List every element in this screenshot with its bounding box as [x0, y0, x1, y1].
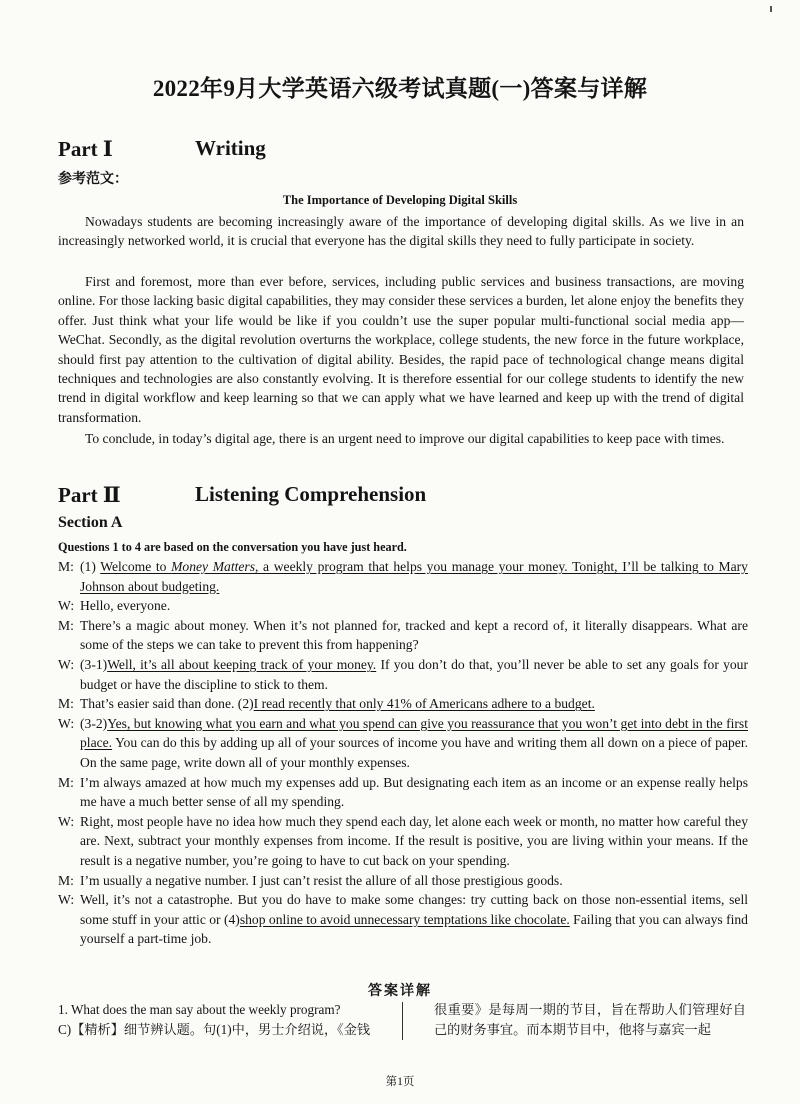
essay-title: The Importance of Developing Digital Skills — [282, 193, 518, 207]
essay-paragraph: First and foremost, more than ever before, services, including public services and business transactions, are moving online. For those lacking basic digital capabilities, they may consider these services a burden, let alone enjoy the benefits they offer. Just think what your life would be like if you couldn’t use the super popular multi-functional social media app—WeChat. Secondly, as the digital revolution overturns the workplace, college students, the new force in the future workplace, should first pay attention to the cultivation of digital ability. Besides, the rapid pace of technological change means digital techniques and technologies are also constantly evolving. It is therefore essential for our college students to identify the new trend in digital workflow and keep learning so that we can apply what we have learned and keep up with the trend of digital transformation. — [58, 274, 744, 425]
answer-analysis-right: 很重要》是每周一期的节目，旨在帮助人们管理好自己的财务事宜。而本期节目中，他将与嘉宾一起 — [434, 1002, 746, 1037]
dialogue-text: Well, it’s not a catastrophe. But you do have to make some changes: try cutting back on those non-essential items, sell some stuff in your attic or (4) — [80, 892, 748, 927]
underlined-answer-text: , a weekly program that helps you manage your money. Tonight, I’ll be talking to Mary Johnson about budgeting. — [80, 559, 748, 594]
part-2-name: Listening Comprehension — [195, 482, 427, 506]
dialogue-text: Hello, everyone. — [80, 598, 171, 614]
dialogue-text: I’m always amazed at how much my expenses add up. But designating each item as an income or an expense really helps me have a much better sense of all my spending. — [80, 774, 748, 810]
speaker-label: M: — [58, 696, 74, 712]
dialogue-text: (1) — [80, 559, 101, 574]
part-1-heading — [58, 136, 266, 162]
speaker-label: M: — [58, 774, 74, 790]
dialogue-text: I’m usually a negative number. I just can’t resist the allure of all those prestigious goods. — [80, 872, 563, 888]
dialogue-turn — [58, 655, 748, 694]
questions-note: Questions 1 to 4 are based on the conversation you have just heard. — [58, 540, 407, 554]
speaker-label: M: — [58, 617, 74, 633]
underlined-answer-text: Welcome to — [100, 559, 172, 574]
sample-essay-label: 参考范文： — [58, 172, 128, 187]
dialogue-turn — [58, 890, 748, 949]
speaker-label: W: — [58, 656, 75, 672]
dialogue-turn — [58, 616, 748, 655]
dialogue-text: Failing that you can always find yourself a part-time job. — [80, 911, 748, 947]
page-number: 第1页 — [385, 1076, 415, 1088]
page-title: 2022年9月大学英语六级考试真题(一)答案与详解 — [152, 76, 648, 101]
column-divider — [402, 1002, 403, 1040]
essay-paragraph: To conclude, in today’s digital age, there is an urgent need to improve our digital capabilities to keep pace with times. — [85, 431, 725, 446]
dialogue-text: (3-2) — [80, 715, 108, 731]
part-1-name: Writing — [195, 136, 266, 160]
speaker-label: W: — [58, 598, 75, 614]
answer-left-column — [58, 1000, 392, 1040]
dialogue-turn — [58, 773, 748, 812]
dialogue-text: There’s a magic about money. When it’s not planned for, tracked and kept a record of, it literally disappears. What are some of the steps we can take to prevent this from happening? — [80, 617, 748, 653]
dialogue-turn — [58, 812, 748, 871]
dialogue-turn — [58, 714, 748, 773]
dialogue-text: You can do this by adding up all of your sources of income you have and writing them all down on a piece of paper. On the same page, write down all of your monthly expenses. — [80, 735, 748, 770]
dialogue-turn — [58, 596, 748, 616]
section-a-heading: Section A — [58, 514, 123, 531]
underlined-answer-text: Yes, but knowing what you earn and what you spend can give you reassurance that you won’t get into debt in the first place. — [80, 715, 748, 751]
dialogue-turn — [58, 557, 748, 596]
underlined-answer-text: shop online to avoid unnecessary temptations like chocolate. — [239, 911, 570, 927]
underlined-answer-text: Well, it’s all about keeping track of your money. — [107, 656, 377, 672]
dialogue-turn — [58, 694, 748, 714]
question-1: 1. What does the man say about the weekly program? — [58, 1002, 341, 1017]
dialogue-text: (3-1) — [80, 656, 108, 672]
part-2-heading — [58, 482, 427, 508]
part-2-label: Part Ⅱ — [58, 483, 121, 507]
scan-mark — [770, 6, 772, 12]
underlined-answer-text: I read recently that only 41% of Americans adhere to a budget. — [253, 696, 595, 712]
dialogue-turn — [58, 871, 748, 891]
part-1-label: Part Ⅰ — [58, 137, 113, 161]
dialogue-transcript — [58, 557, 748, 949]
speaker-label: M: — [58, 872, 74, 888]
dialogue-text: Right, most people have no idea how much they spend each day, let alone each week or month, no matter how careful they are. Next, subtract your monthly expenses from income. If the result is positive, you are living within your means. If the result is a negative number, you’re going to have to cut back on your spending. — [80, 813, 748, 868]
dialogue-text: If you don’t do that, you’ll never be able to set any goals for your budget or have the discipline to stick to them. — [80, 656, 749, 692]
dialogue-text: That’s easier said than done. (2) — [80, 696, 254, 712]
answers-heading: 答案详解 — [368, 984, 432, 999]
answer-analysis-left: C)【精析】细节辨认题。句(1)中，男士介绍说，《金钱 — [58, 1022, 371, 1037]
speaker-label: W: — [58, 813, 75, 829]
underlined-answer-text: Money Matters — [171, 559, 256, 574]
speaker-label: W: — [58, 715, 75, 731]
speaker-label: W: — [58, 892, 75, 908]
essay-paragraph: Nowadays students are becoming increasingly aware of the importance of developing digital skills. As we live in an increasingly networked world, it is crucial that everyone has the digital skills they need to fully participate in society. — [58, 214, 744, 249]
speaker-label: M: — [58, 559, 74, 574]
